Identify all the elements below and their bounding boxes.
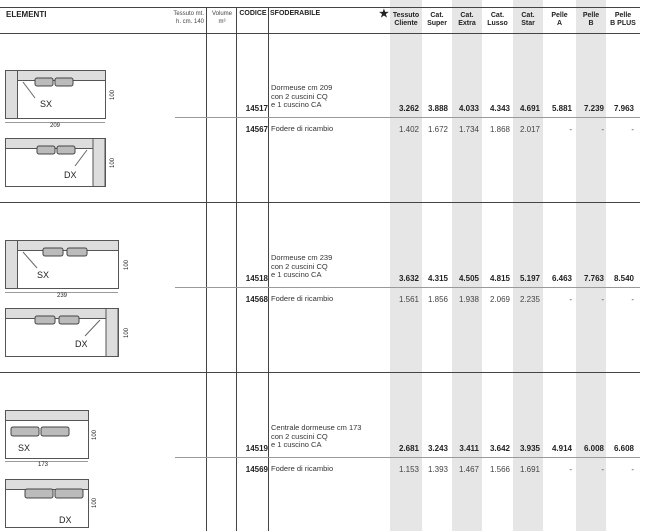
header-price-col: Cat. Star — [521, 12, 535, 27]
group-rule — [0, 372, 640, 373]
cover-description: Fodere di ricambio — [271, 124, 334, 133]
price: 3.243 — [427, 444, 448, 453]
header-price-col: Cat. Lusso — [487, 12, 508, 27]
cover-code: 14567 — [245, 125, 268, 134]
cover-code: 14569 — [245, 465, 268, 474]
label-dx: DX — [59, 515, 72, 525]
header-price-col: Pelle B PLUS — [610, 12, 636, 27]
price: 1.402 — [398, 125, 419, 134]
price: 1.153 — [398, 465, 419, 474]
header-price-col: Pelle B — [582, 12, 600, 27]
price: 6.463 — [551, 274, 572, 283]
header-elementi: ELEMENTI — [6, 10, 47, 19]
width-label: 239 — [57, 293, 68, 299]
cover-code: 14568 — [245, 295, 268, 304]
price: - — [601, 125, 604, 134]
price: - — [569, 295, 572, 304]
width-label: 209 — [50, 123, 61, 129]
item-code: 14517 — [245, 104, 268, 113]
price: 3.411 — [459, 444, 479, 453]
item-code: 14518 — [245, 274, 268, 283]
price: - — [631, 465, 634, 474]
price: 3.935 — [519, 444, 540, 453]
label-dx: DX — [64, 170, 77, 180]
price: 7.763 — [583, 274, 604, 283]
price: 1.672 — [427, 125, 448, 134]
col-divider — [268, 7, 269, 531]
label-sx: SX — [37, 270, 50, 280]
star-icon: ★ — [379, 8, 389, 20]
sofa-diagram-dx — [5, 479, 95, 531]
price: 1.561 — [398, 295, 419, 304]
depth-label: 100 — [124, 327, 131, 339]
cover-description: Fodere di ricambio — [271, 464, 334, 473]
row-rule — [175, 457, 640, 458]
label-sx: SX — [40, 99, 53, 109]
depth-label: 100 — [110, 157, 117, 169]
price: 4.033 — [458, 104, 479, 113]
price: 1.691 — [519, 465, 540, 474]
item-code: 14519 — [245, 444, 268, 453]
top-rule — [0, 7, 640, 8]
label-sx: SX — [18, 443, 31, 453]
header-tessuto: Tessuto mt. h. cm. 140 — [173, 11, 204, 25]
depth-label: 100 — [92, 497, 99, 509]
group-rule — [0, 202, 640, 203]
header-volume: Volume m³ — [211, 11, 232, 25]
price: 3.262 — [398, 104, 419, 113]
price: 1.938 — [458, 295, 479, 304]
depth-label: 100 — [124, 259, 131, 271]
sofa-diagram-sx — [5, 240, 125, 292]
price: 1.566 — [489, 465, 510, 474]
price: 4.315 — [427, 274, 448, 283]
row-rule — [175, 287, 640, 288]
header-price-col: Cat. Super — [427, 12, 447, 27]
price: - — [601, 465, 604, 474]
price: 1.467 — [458, 465, 479, 474]
sofa-diagram-sx — [5, 70, 115, 122]
price: 2.681 — [398, 444, 419, 453]
price: 4.691 — [519, 104, 540, 113]
price: 8.540 — [613, 274, 634, 283]
depth-label: 100 — [110, 89, 117, 101]
depth-label: 100 — [92, 429, 99, 441]
price: 4.343 — [489, 104, 510, 113]
price: 4.505 — [458, 274, 479, 283]
item-description: Centrale dormeuse cm 173 con 2 cuscini CQ e 1 cuscino CA — [271, 423, 362, 449]
header-sfoderabile: SFODERABILE — [270, 10, 321, 17]
price: 3.642 — [489, 444, 510, 453]
price: 4.815 — [489, 274, 510, 283]
price: 5.881 — [551, 104, 572, 113]
price: - — [601, 295, 604, 304]
cover-description: Fodere di ricambio — [271, 294, 334, 303]
price: 6.608 — [613, 444, 634, 453]
header-price-col: Pelle A — [551, 12, 568, 27]
price: 2.235 — [519, 295, 540, 304]
item-description: Dormeuse cm 239 con 2 cuscini CQ e 1 cuscino CA — [271, 253, 333, 279]
price: - — [569, 125, 572, 134]
price: 1.868 — [489, 125, 510, 134]
price: - — [569, 465, 572, 474]
header-rule — [0, 33, 640, 34]
price: 4.914 — [551, 444, 572, 453]
row-rule — [175, 117, 640, 118]
sofa-diagram-dx — [5, 138, 115, 190]
price: 7.239 — [583, 104, 604, 113]
header-codice: CODICE — [239, 10, 267, 17]
sofa-diagram-sx — [5, 410, 95, 462]
header-price-col: Tessuto Cliente — [392, 12, 420, 27]
price: 2.017 — [519, 125, 540, 134]
price: 6.008 — [583, 444, 604, 453]
width-label: 173 — [38, 462, 49, 468]
price: - — [631, 125, 634, 134]
price: 3.888 — [427, 104, 448, 113]
label-dx: DX — [75, 339, 88, 349]
price: 1.856 — [427, 295, 448, 304]
price: 5.197 — [519, 274, 540, 283]
table-header — [0, 0, 647, 34]
col-divider — [206, 7, 207, 531]
item-description: Dormeuse cm 209 con 2 cuscini CQ e 1 cuscino CA — [271, 83, 333, 109]
price: 1.734 — [458, 125, 479, 134]
price: 2.069 — [489, 295, 510, 304]
price: 3.632 — [398, 274, 419, 283]
sofa-diagram-dx — [5, 308, 125, 360]
price: 1.393 — [427, 465, 448, 474]
price: - — [631, 295, 634, 304]
price: 7.963 — [613, 104, 634, 113]
col-divider — [236, 7, 237, 531]
header-price-col: Cat. Extra — [458, 12, 476, 27]
